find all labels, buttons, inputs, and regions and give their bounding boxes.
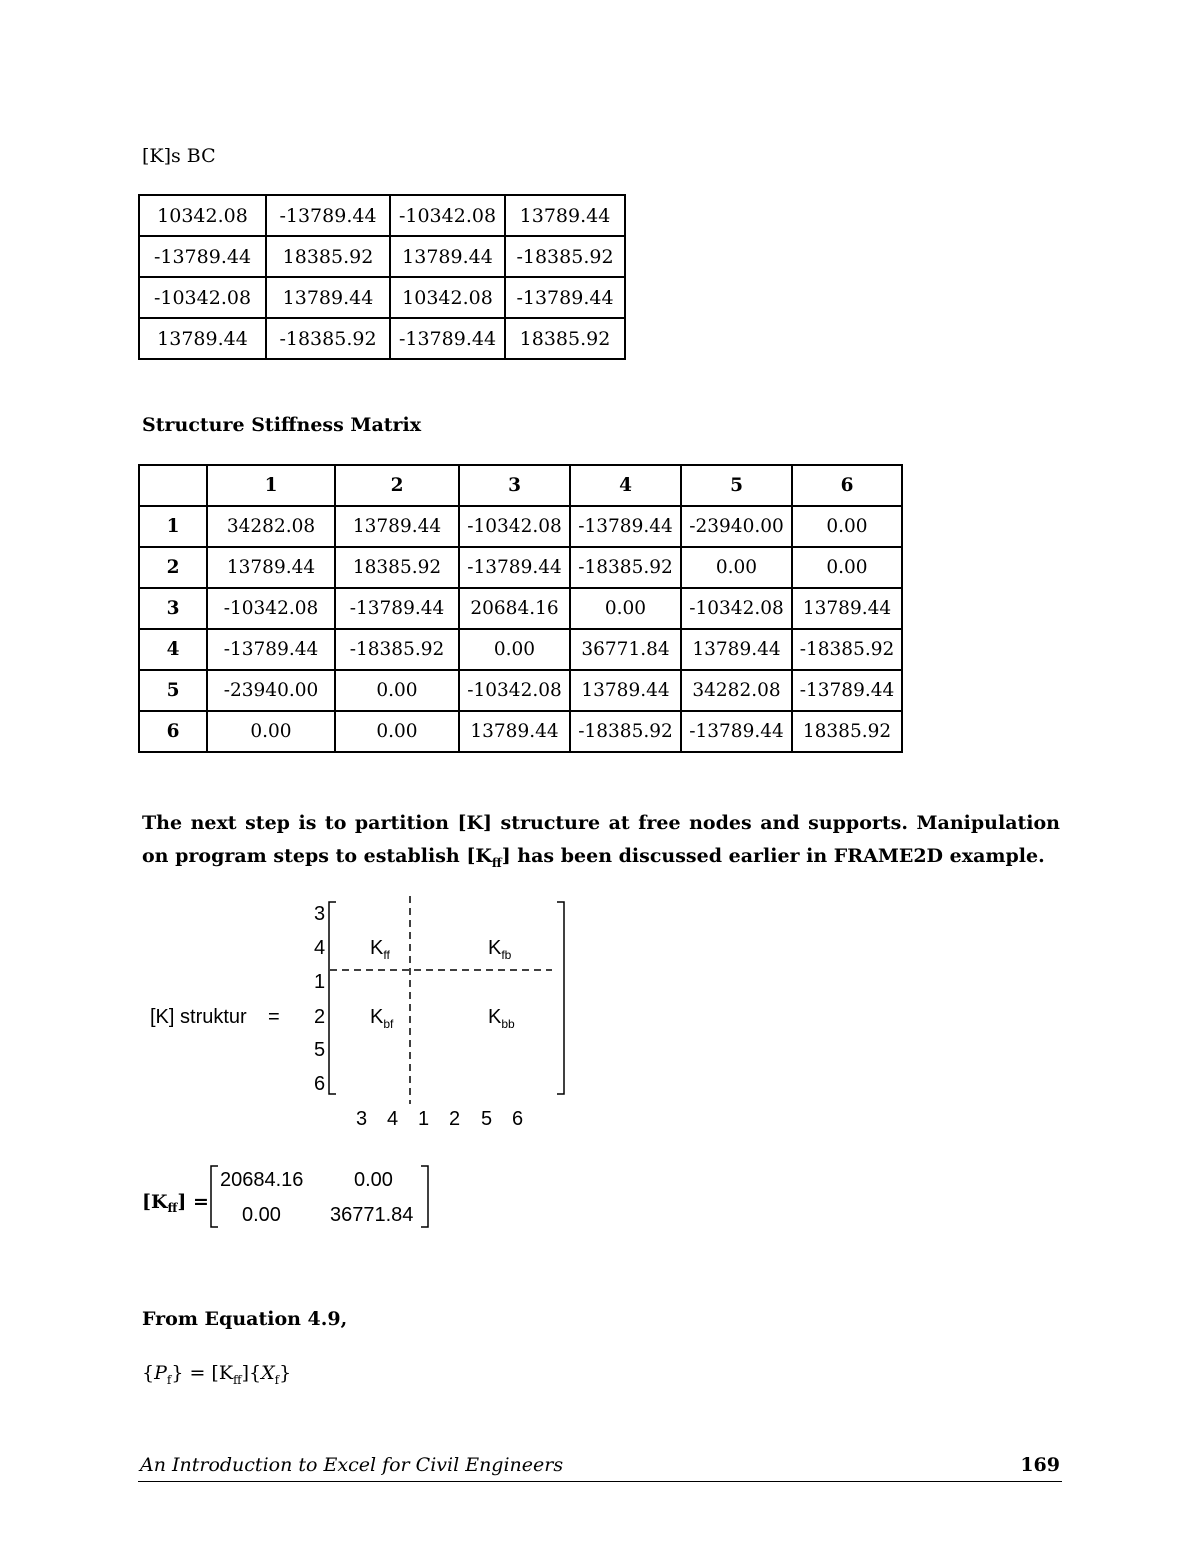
ssm-header-cell bbox=[139, 465, 207, 506]
ssm-header-cell: 3 bbox=[459, 465, 570, 506]
eq-brace: } bbox=[171, 1362, 184, 1384]
ks-cell: -13789.44 bbox=[266, 195, 390, 236]
ssm-row-label: 5 bbox=[139, 670, 207, 711]
ks-cell: -18385.92 bbox=[505, 236, 625, 277]
ssm-header-cell: 4 bbox=[570, 465, 681, 506]
footer-rule bbox=[138, 1481, 1062, 1482]
ssm-cell: -18385.92 bbox=[570, 711, 681, 752]
ssm-cell: 36771.84 bbox=[570, 629, 681, 670]
ssm-row bbox=[139, 670, 902, 711]
row-label: 4 bbox=[314, 937, 326, 959]
col-label: 5 bbox=[481, 1108, 493, 1130]
kff-matrix bbox=[138, 1160, 448, 1240]
footer-page-number: 169 bbox=[1020, 1454, 1060, 1476]
ssm-cell: 0.00 bbox=[335, 670, 459, 711]
ssm-cell: 0.00 bbox=[792, 506, 902, 547]
ssm-header-cell: 2 bbox=[335, 465, 459, 506]
ks-cell: -18385.92 bbox=[266, 318, 390, 359]
ssm-row-label: 4 bbox=[139, 629, 207, 670]
ks-bc-title: [K]s BC bbox=[142, 145, 216, 167]
row-label: 5 bbox=[314, 1039, 326, 1061]
ks-cell: -13789.44 bbox=[139, 236, 266, 277]
ssm-cell: 0.00 bbox=[681, 547, 792, 588]
kff-cell: 0.00 bbox=[242, 1204, 281, 1226]
ssm-header-cell: 1 bbox=[207, 465, 335, 506]
ks-cell: 13789.44 bbox=[505, 195, 625, 236]
ssm-cell: 13789.44 bbox=[792, 588, 902, 629]
ssm-cell: -13789.44 bbox=[792, 670, 902, 711]
left-bracket bbox=[329, 902, 336, 1094]
paragraph-subscript: ff bbox=[491, 855, 502, 870]
ssm-cell: -10342.08 bbox=[207, 588, 335, 629]
eq-sub: f bbox=[166, 1372, 172, 1387]
block-kfb: $K_{fb}$ bbox=[488, 937, 512, 962]
partition-paragraph bbox=[142, 807, 1060, 880]
kff-cell: 20684.16 bbox=[220, 1169, 304, 1191]
block-kbf: $K_{bf}$ bbox=[370, 1006, 394, 1031]
ssm-cell: -18385.92 bbox=[335, 629, 459, 670]
ks-cell: -13789.44 bbox=[505, 277, 625, 318]
ssm-cell: -13789.44 bbox=[335, 588, 459, 629]
ssm-cell: 13789.44 bbox=[459, 711, 570, 752]
ks-cell: 10342.08 bbox=[139, 195, 266, 236]
eq-equals: = [K bbox=[183, 1362, 234, 1384]
partition-equals: = bbox=[268, 1006, 280, 1028]
ssm-cell: -13789.44 bbox=[570, 506, 681, 547]
ssm-cell: 13789.44 bbox=[570, 670, 681, 711]
ssm-cell: -13789.44 bbox=[459, 547, 570, 588]
kff-left-bracket bbox=[211, 1166, 218, 1227]
ssm-cell: -13789.44 bbox=[681, 711, 792, 752]
ks-cell: 13789.44 bbox=[266, 277, 390, 318]
row-label: 2 bbox=[314, 1006, 326, 1028]
ssm-row bbox=[139, 547, 902, 588]
ssm-row-label: 2 bbox=[139, 547, 207, 588]
ssm-cell: -10342.08 bbox=[681, 588, 792, 629]
ssm-cell: 0.00 bbox=[792, 547, 902, 588]
ssm-row-label: 1 bbox=[139, 506, 207, 547]
ssm-cell: 0.00 bbox=[335, 711, 459, 752]
ssm-row bbox=[139, 629, 902, 670]
ssm-cell: -23940.00 bbox=[681, 506, 792, 547]
ssm-row bbox=[139, 711, 902, 752]
ks-row bbox=[139, 195, 625, 236]
ssm-header-cell: 6 bbox=[792, 465, 902, 506]
row-label: 6 bbox=[314, 1073, 326, 1095]
col-label: 3 bbox=[356, 1108, 368, 1130]
ssm-cell: -13789.44 bbox=[207, 629, 335, 670]
ks-cell: 10342.08 bbox=[390, 277, 505, 318]
eq-var-p: P bbox=[154, 1362, 167, 1384]
ssm-cell: 13789.44 bbox=[681, 629, 792, 670]
ssm-cell: -10342.08 bbox=[459, 670, 570, 711]
eq-var-x: X bbox=[261, 1362, 275, 1384]
col-label: 6 bbox=[512, 1108, 524, 1130]
ssm-row-label: 3 bbox=[139, 588, 207, 629]
ssm-cell: 13789.44 bbox=[207, 547, 335, 588]
ssm-cell: 18385.92 bbox=[335, 547, 459, 588]
ssm-row-label: 6 bbox=[139, 711, 207, 752]
eq-sub: ff bbox=[233, 1372, 242, 1387]
ssm-cell: -18385.92 bbox=[792, 629, 902, 670]
col-label: 1 bbox=[418, 1108, 430, 1130]
eq-sub: f bbox=[274, 1372, 280, 1387]
kff-cell: 0.00 bbox=[354, 1169, 393, 1191]
partition-diagram bbox=[140, 890, 600, 1140]
ks-row bbox=[139, 318, 625, 359]
ks-cell: -13789.44 bbox=[390, 318, 505, 359]
ssm-cell: 18385.92 bbox=[792, 711, 902, 752]
kff-right-bracket bbox=[421, 1166, 428, 1227]
ks-cell: 18385.92 bbox=[266, 236, 390, 277]
ssm-header-cell: 5 bbox=[681, 465, 792, 506]
ssm-header-row bbox=[139, 465, 902, 506]
ks-cell: 13789.44 bbox=[139, 318, 266, 359]
ssm-cell: 13789.44 bbox=[335, 506, 459, 547]
paragraph-text-1: The next step is to partition [K] structure at free nodes and supports. Manipulation on program steps to establish [K bbox=[142, 812, 1060, 867]
ssm-row bbox=[139, 506, 902, 547]
kff-label: $[K_{ff}]$ = bbox=[142, 1191, 209, 1215]
ssm-cell: 34282.08 bbox=[207, 506, 335, 547]
kff-cell: 36771.84 bbox=[330, 1204, 414, 1226]
ssm-cell: 0.00 bbox=[207, 711, 335, 752]
block-kff: $K_{ff}$ bbox=[370, 937, 390, 962]
col-label: 4 bbox=[387, 1108, 399, 1130]
row-label: 1 bbox=[314, 971, 326, 993]
ks-row bbox=[139, 277, 625, 318]
ssm-cell: 0.00 bbox=[570, 588, 681, 629]
ks-cell: 13789.44 bbox=[390, 236, 505, 277]
ssm-row bbox=[139, 588, 902, 629]
ks-cell: -10342.08 bbox=[139, 277, 266, 318]
row-label: 3 bbox=[314, 903, 326, 925]
ks-cell: 18385.92 bbox=[505, 318, 625, 359]
footer-book-title: An Introduction to Excel for Civil Engineers bbox=[140, 1454, 564, 1476]
ssm-cell: -23940.00 bbox=[207, 670, 335, 711]
ks-row bbox=[139, 236, 625, 277]
from-equation-heading: From Equation 4.9, bbox=[142, 1308, 348, 1330]
ks-cell: -10342.08 bbox=[390, 195, 505, 236]
ssm-cell: 0.00 bbox=[459, 629, 570, 670]
eq-brace: { bbox=[142, 1362, 155, 1384]
structure-stiffness-title: Structure Stiffness Matrix bbox=[142, 414, 422, 436]
ks-bc-matrix-table bbox=[138, 194, 626, 360]
col-label: 2 bbox=[449, 1108, 461, 1130]
equation-line bbox=[142, 1362, 291, 1387]
structure-stiffness-table bbox=[138, 464, 903, 753]
eq-bracket: ]{ bbox=[241, 1362, 262, 1384]
ssm-cell: 20684.16 bbox=[459, 588, 570, 629]
partition-label: [K] struktur bbox=[150, 1006, 247, 1028]
block-kbb: $K_{bb}$ bbox=[488, 1006, 515, 1031]
right-bracket bbox=[557, 902, 564, 1094]
ssm-cell: -18385.92 bbox=[570, 547, 681, 588]
eq-brace: } bbox=[279, 1362, 292, 1384]
ssm-cell: 34282.08 bbox=[681, 670, 792, 711]
paragraph-text-2: ] has been discussed earlier in FRAME2D example. bbox=[501, 845, 1045, 867]
ssm-cell: -10342.08 bbox=[459, 506, 570, 547]
